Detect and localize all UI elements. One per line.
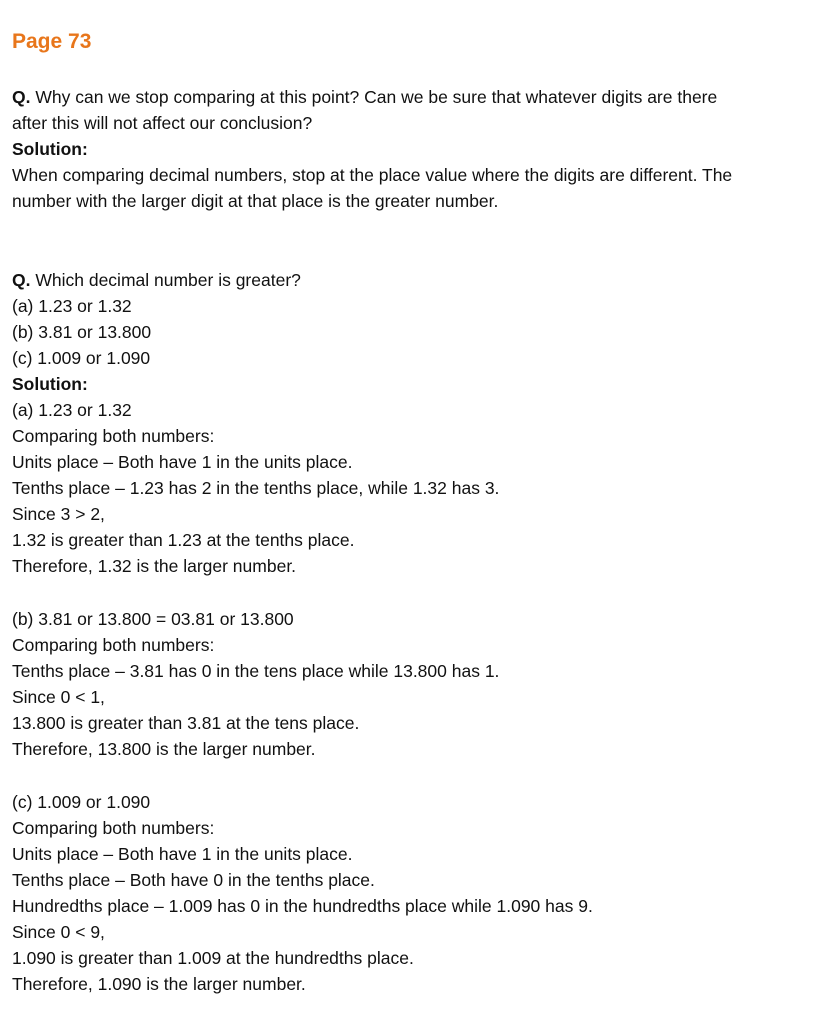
option-a: (a) 1.23 or 1.32 — [12, 296, 132, 316]
answer-text: When comparing decimal numbers, stop at the place value where the digits are different. The — [12, 165, 733, 185]
solution-part-c — [12, 789, 824, 997]
question-text: Which decimal number is greater? — [35, 270, 301, 290]
part-a-line: Units place – Both have 1 in the units place. — [12, 452, 353, 472]
part-b-line: Tenths place – 3.81 has 0 in the tens place while 13.800 has 1. — [12, 661, 500, 681]
solution-part-b — [12, 606, 824, 762]
part-c-line: 1.090 is greater than 1.009 at the hundredths place. — [12, 948, 414, 968]
solution-label: Solution: — [12, 374, 88, 394]
part-a-line: Tenths place – 1.23 has 2 in the tenths place, while 1.32 has 3. — [12, 478, 500, 498]
part-a-line: Comparing both numbers: — [12, 426, 215, 446]
q-marker: Q. — [12, 87, 31, 107]
part-c-line: (c) 1.009 or 1.090 — [12, 792, 151, 812]
option-c: (c) 1.009 or 1.090 — [12, 348, 151, 368]
solution-part-a — [12, 397, 824, 579]
part-c-line: Since 0 < 9, — [12, 922, 105, 942]
question-2 — [12, 267, 824, 397]
part-c-line: Therefore, 1.090 is the larger number. — [12, 974, 306, 994]
solution-label: Solution: — [12, 139, 88, 159]
part-a-line: Since 3 > 2, — [12, 504, 105, 524]
part-b-line: Since 0 < 1, — [12, 687, 105, 707]
question-text-cont: after this will not affect our conclusion? — [12, 113, 313, 133]
question-text: Why can we stop comparing at this point? Can we be sure that whatever digits are there — [35, 87, 718, 107]
q-marker: Q. — [12, 270, 31, 290]
option-b: (b) 3.81 or 13.800 — [12, 322, 152, 342]
part-a-line: (a) 1.23 or 1.32 — [12, 400, 132, 420]
answer-text-cont: number with the larger digit at that place is the greater number. — [12, 191, 499, 211]
part-b-line: (b) 3.81 or 13.800 = 03.81 or 13.800 — [12, 609, 294, 629]
question-1 — [12, 84, 824, 214]
part-c-line: Comparing both numbers: — [12, 818, 215, 838]
part-a-line: 1.32 is greater than 1.23 at the tenths place. — [12, 530, 355, 550]
part-b-line: 13.800 is greater than 3.81 at the tens place. — [12, 713, 360, 733]
part-c-line: Tenths place – Both have 0 in the tenths place. — [12, 870, 375, 890]
page-heading: Page 73 — [12, 30, 92, 53]
part-c-line: Hundredths place – 1.009 has 0 in the hundredths place while 1.090 has 9. — [12, 896, 593, 916]
part-a-line: Therefore, 1.32 is the larger number. — [12, 556, 297, 576]
part-c-line: Units place – Both have 1 in the units place. — [12, 844, 353, 864]
part-b-line: Comparing both numbers: — [12, 635, 215, 655]
part-b-line: Therefore, 13.800 is the larger number. — [12, 739, 316, 759]
